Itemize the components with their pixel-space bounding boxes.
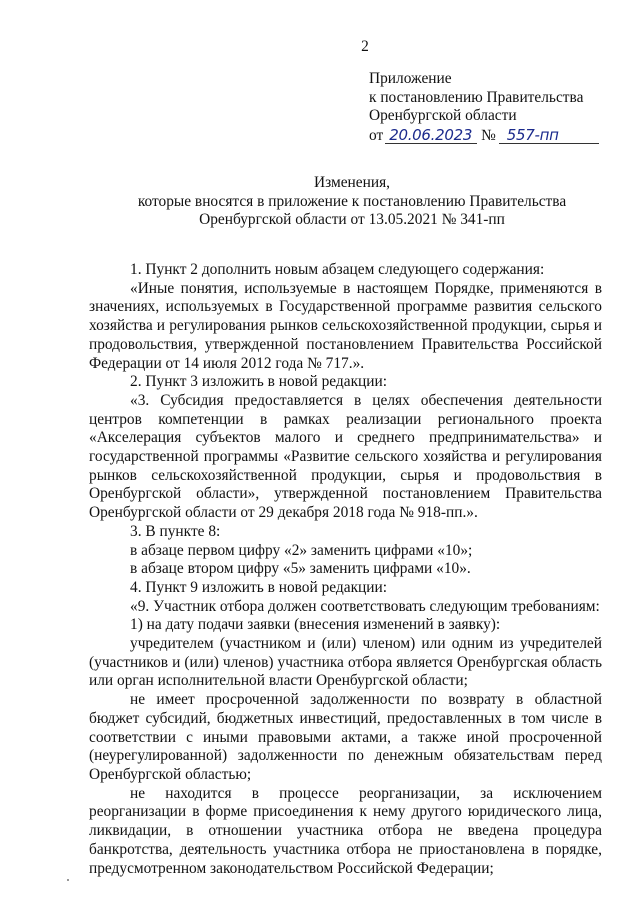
- handwritten-date: 20.06.2023: [385, 127, 477, 144]
- paragraph-7: в абзаце втором цифру «5» заменить цифрами «10».: [130, 560, 471, 578]
- approval-line-1: Приложение: [369, 70, 452, 87]
- approval-line-2: к постановлению Правительства: [369, 88, 584, 106]
- paragraph-8: 4. Пункт 9 изложить в новой редакции:: [130, 578, 388, 596]
- document-body: [89, 261, 602, 878]
- paragraph-6: в абзаце первом цифру «2» заменить цифрами «10»;: [130, 541, 473, 559]
- paragraph-12: не имеет просроченной задолженности по возврату в областной бюджет субсидий, бюджетных инвестиций, предоставленных в том числе в соответствии с иными правовыми актами, а также иной просроченной (неурегулированной) задолженности по денежным обязательствам перед Оренбургской областью;: [89, 691, 602, 783]
- number-sign: №: [481, 127, 496, 145]
- paragraph-10: 1) на дату подачи заявки (внесения изменений в заявку):: [130, 616, 501, 634]
- scan-speck: [67, 879, 69, 881]
- paragraph-4: «3. Субсидия предоставляется в целях обеспечения деятельности центров компетенции в рамках реализации регионального проекта «Акселерация субъектов малого и среднего предпринимательства» и государственной программы «Развитие сельского хозяйства и регулирования рынков сельскохозяйственной продукции, сырья и продовольствия в Оренбургской области», утвержденной постановлением Правительства Оренбургской области от 29 декабря 2018 года № 918-пп.».: [89, 391, 602, 522]
- approval-block: [369, 70, 599, 146]
- title-line-2: которые вносятся в приложение к постановлению Правительства: [137, 192, 567, 210]
- approval-line-3: Оренбургской области: [369, 107, 517, 125]
- handwritten-number: 557-пп: [499, 127, 599, 144]
- title-line-1: Изменения,: [313, 174, 390, 191]
- paragraph-13: не находится в процессе реорганизации, за исключением реорганизации в форме присоединения к нему другого юридического лица, ликвидации, в отношении участника отбора не введена процедура банкротства, деятельность участника отбора не приостановлена в порядке, предусмотренном законодательством Российской Федерации;: [89, 784, 602, 877]
- approval-date-line: [369, 127, 599, 146]
- paragraph-9: «9. Участник отбора должен соответствовать следующим требованиям:: [130, 597, 600, 615]
- paragraph-3: 2. Пункт 3 изложить в новой редакции:: [130, 373, 388, 391]
- page-number: 2: [361, 38, 369, 55]
- title-line-3: Оренбургской области от 13.05.2021 № 341-пп: [199, 211, 505, 229]
- paragraph-11: учредителем (участником и (или) членом) или одним из учредителей (участников и (или) членов) участника отбора является Оренбургская область или орган исполнительной власти Оренбургской области;: [89, 635, 602, 690]
- paragraph-1: 1. Пункт 2 дополнить новым абзацем следующего содержания:: [130, 261, 545, 278]
- paragraph-2: «Иные понятия, используемые в настоящем Порядке, применяются в значениях, используемых в Государственной программе развития сельского хозяйства и регулирования рынков сельскохозяйственной продукции, сырья и продовольствия, утвержденной постановлением Правительства Российской Федерации от 14 июля 2012 года № 717.».: [89, 279, 602, 372]
- from-label: от: [369, 127, 384, 145]
- document-title: [92, 174, 612, 230]
- paragraph-5: 3. В пункте 8:: [130, 522, 221, 540]
